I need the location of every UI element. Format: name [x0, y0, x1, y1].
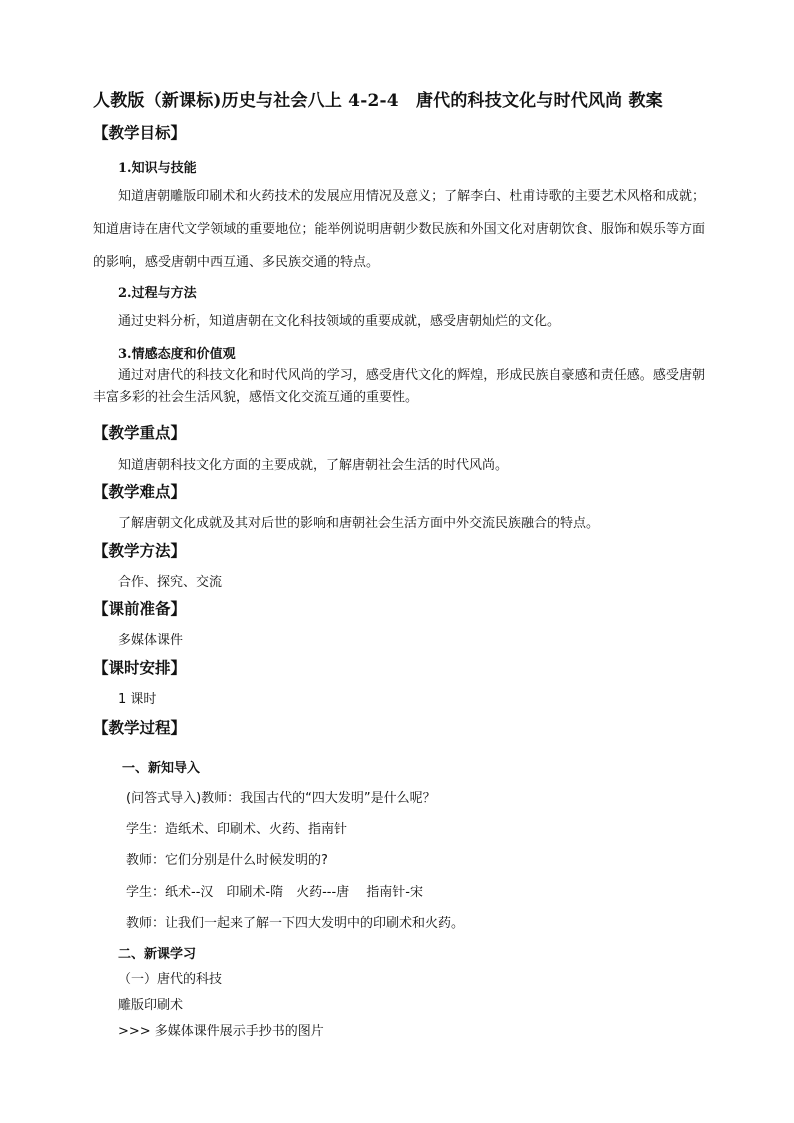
paragraph-process-method: 通过史料分析，知道唐朝在文化科技领域的重要成就，感受唐朝灿烂的文化。: [118, 314, 561, 329]
subheading-process-method: 2.过程与方法: [118, 286, 197, 301]
paragraph-emotion: 通过对唐代的科技文化和时代风尚的学习，感受唐代文化的辉煌，形成民族自豪感和责任感。感受唐朝丰富多彩的社会生活风貌，感悟文化交流互通的重要性。: [93, 368, 705, 405]
process-line-4: 学生：纸术--汉 印刷术-隋 火药---唐 指南针-宋: [126, 885, 423, 900]
process-line-5: 教师：让我们一起来了解一下四大发明中的印刷术和火药。: [126, 916, 465, 931]
text-difficulties: 了解唐朝文化成就及其对后世的影响和唐朝社会生活方面中外交流民族融合的特点。: [118, 516, 600, 531]
process-line-3: 教师：它们分别是什么时候发明的?: [126, 853, 328, 868]
heading-objectives: 【教学目标】: [93, 123, 187, 142]
heading-key-points: 【教学重点】: [93, 423, 187, 442]
text-schedule: 1 课时: [118, 692, 157, 707]
multimedia-line: >>> 多媒体课件展示手抄书的图片: [118, 1024, 324, 1039]
section-new-lesson-title: 二、新课学习: [118, 947, 197, 962]
topic-printing-title: 雕版印刷术: [118, 998, 184, 1013]
document-title: 人教版（新课标)历史与社会八上 4-2-4 唐代的科技文化与时代风尚 教案: [93, 91, 663, 111]
text-key-points: 知道唐朝科技文化方面的主要成就，了解唐朝社会生活的时代风尚。: [118, 458, 509, 473]
heading-preparation: 【课前准备】: [93, 599, 187, 618]
process-line-1: (问答式导入)教师：我国古代的“四大发明”是什么呢？: [126, 791, 436, 806]
process-line-2: 学生：造纸术、印刷术、火药、指南针: [126, 822, 348, 837]
heading-methods: 【教学方法】: [93, 541, 187, 560]
text-methods: 合作、探究、交流: [118, 575, 223, 590]
section-intro-title: 一、新知导入: [122, 761, 201, 776]
heading-schedule: 【课时安排】: [93, 658, 187, 677]
heading-difficulties: 【教学难点】: [93, 482, 187, 501]
paragraph-knowledge: 知道唐朝雕版印刷术和火药技术的发展应用情况及意义；了解李白、杜甫诗歌的主要艺术风格和成就；知道唐诗在唐代文学领域的重要地位；能举例说明唐朝少数民族和外国文化对唐朝饮食、服饰和娱乐等方面的影响，感受唐朝中西互通、多民族交通的特点。: [93, 189, 705, 270]
heading-teaching-process: 【教学过程】: [93, 718, 187, 737]
subsection-tech-title: （一）唐代的科技: [118, 972, 223, 987]
text-preparation: 多媒体课件: [118, 633, 184, 648]
subheading-knowledge: 1.知识与技能: [118, 161, 197, 176]
subheading-emotion: 3.情感态度和价值观: [118, 347, 236, 362]
